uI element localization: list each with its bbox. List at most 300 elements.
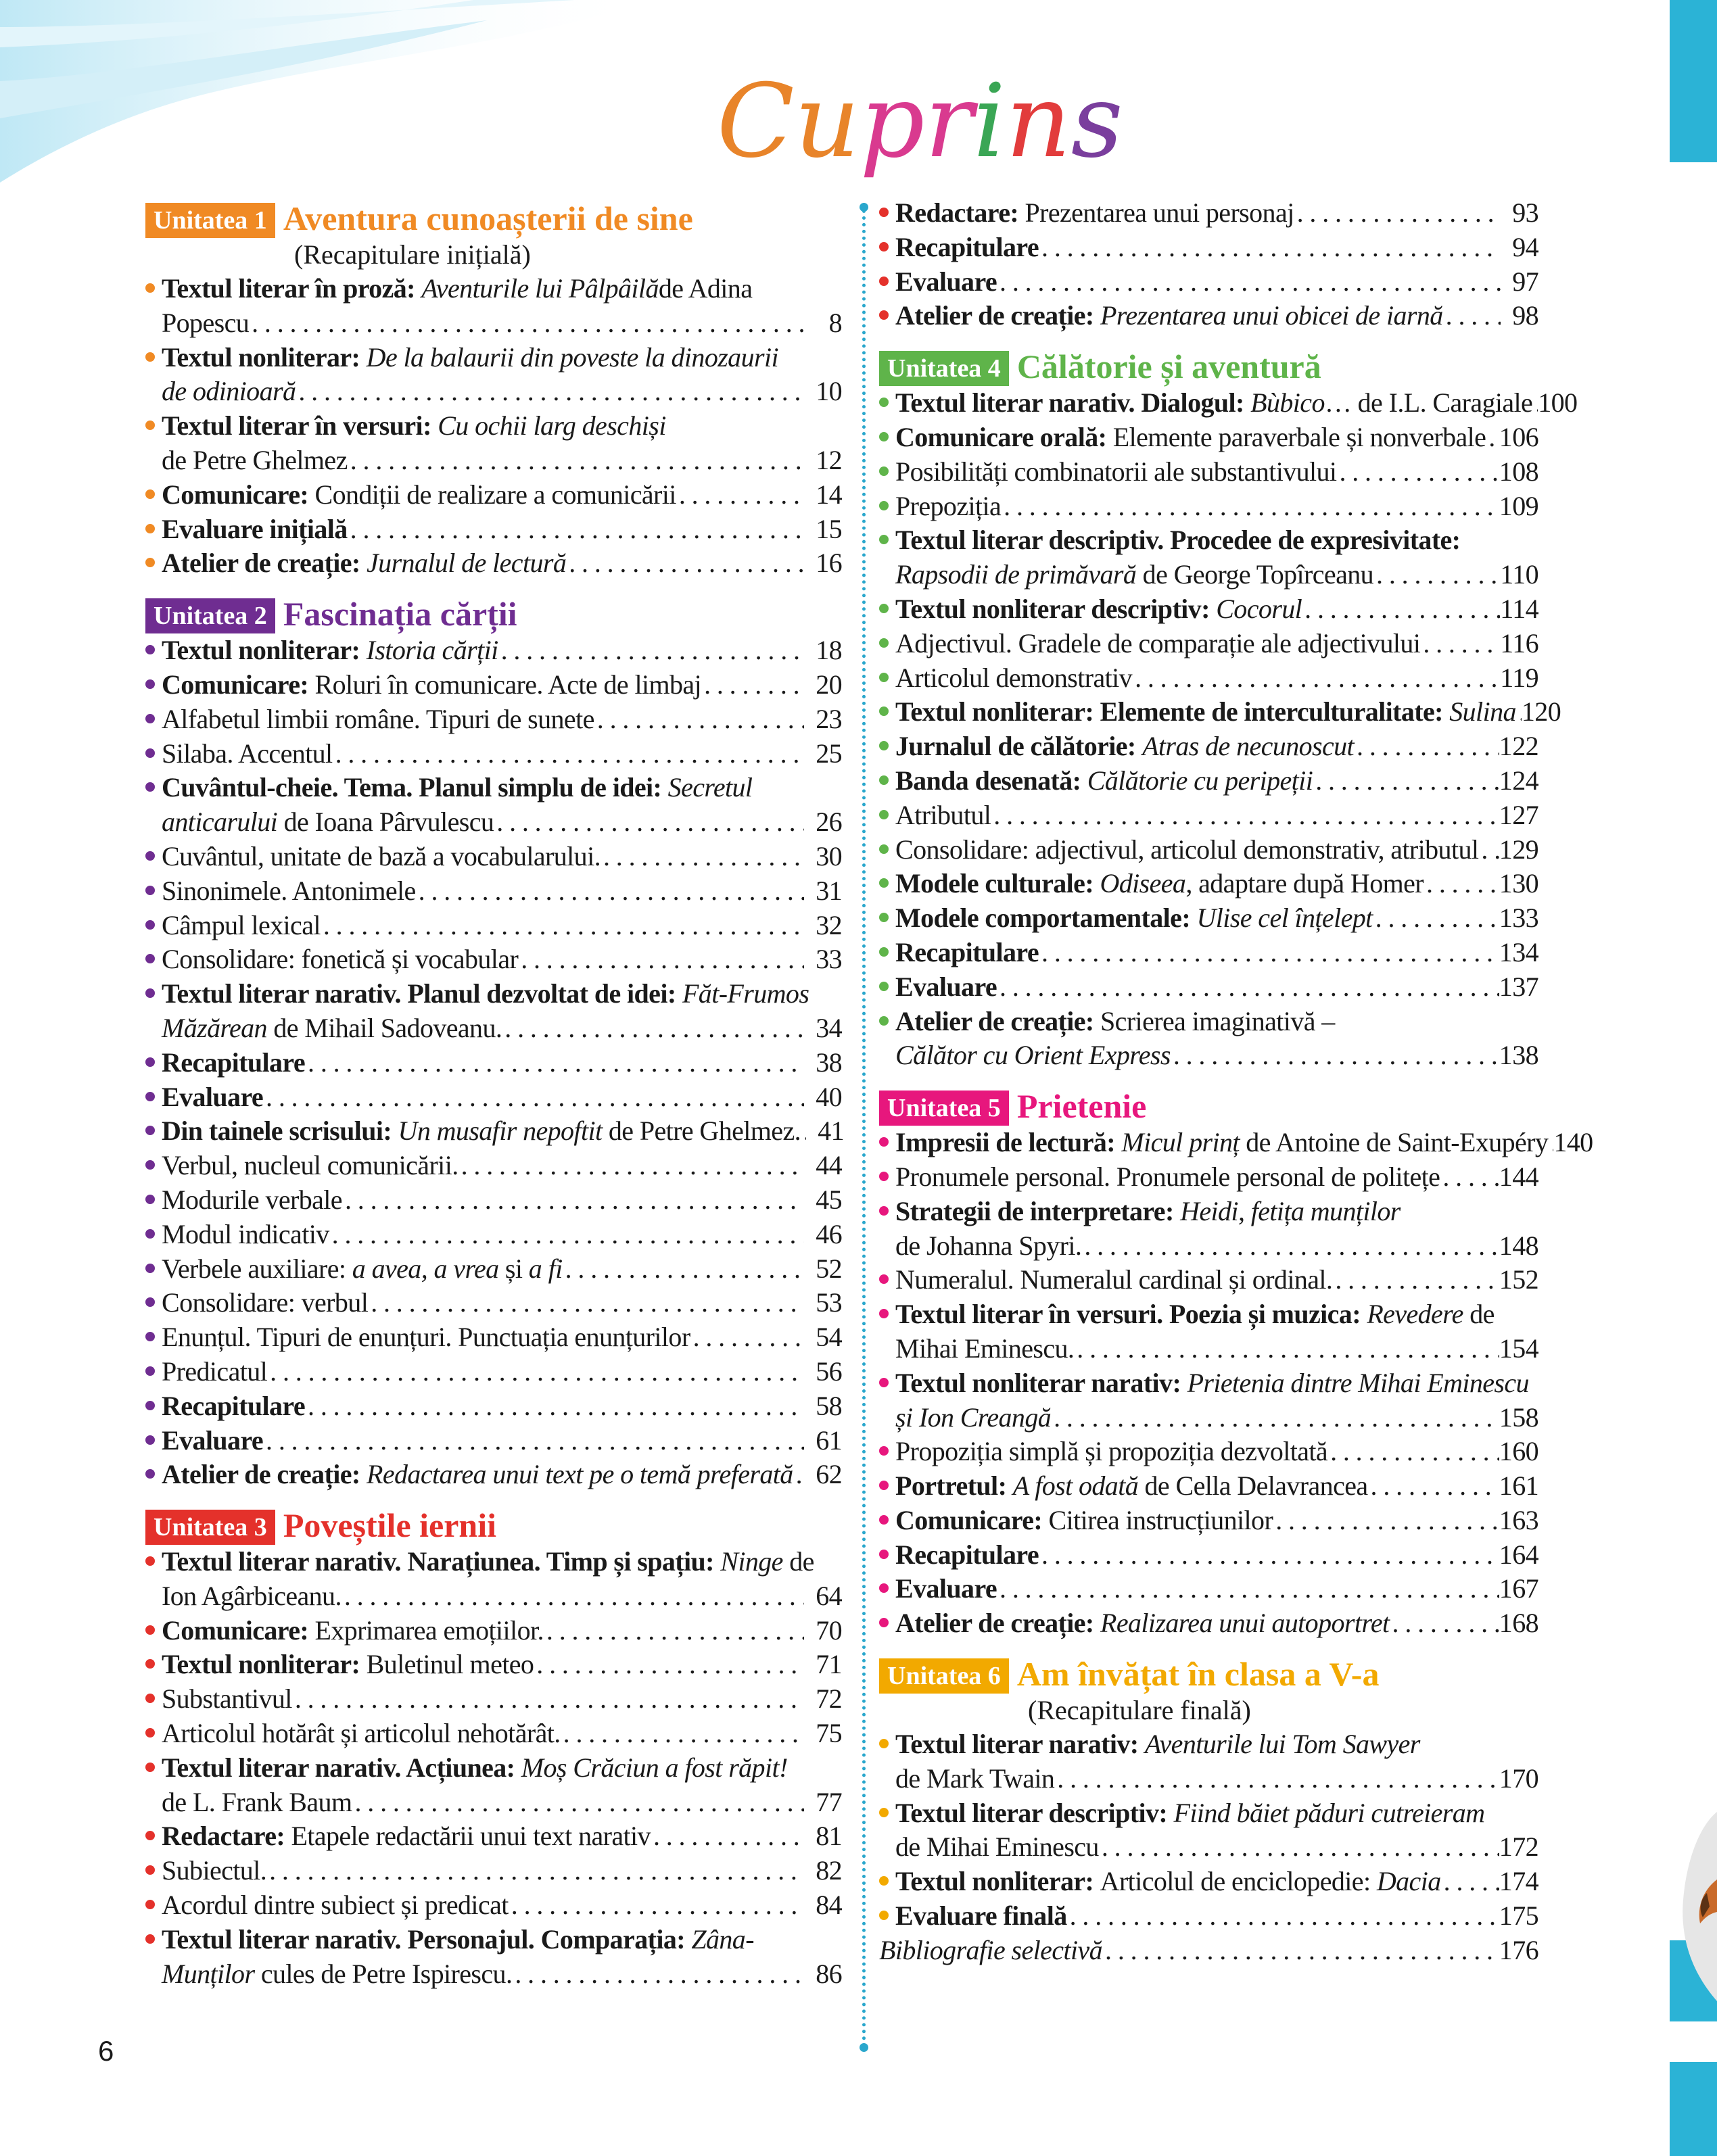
toc-entry[interactable]	[145, 1389, 842, 1424]
toc-entry-line	[895, 1727, 1538, 1762]
dot-leader	[509, 1888, 804, 1923]
toc-entry-text	[895, 489, 1001, 524]
toc-entry[interactable]	[879, 1469, 1538, 1504]
bullet-icon	[879, 1274, 889, 1284]
bullet-icon	[145, 1057, 155, 1067]
toc-entry-text	[162, 306, 249, 341]
toc-entry[interactable]	[879, 1796, 1538, 1865]
text-segment: Recapitulare	[895, 1539, 1039, 1570]
bullet-icon	[145, 1195, 155, 1204]
text-segment: Consolidare: adjectivul, articolul demonstrativ, atributul	[895, 834, 1479, 865]
toc-entry-line	[895, 1469, 1538, 1504]
dot-leader	[566, 546, 804, 581]
toc-entry[interactable]	[145, 1888, 842, 1923]
bullet-icon	[879, 1808, 889, 1817]
bullet-icon	[145, 1435, 155, 1445]
toc-entry-line	[895, 661, 1538, 696]
toc-entry-line	[162, 771, 842, 805]
text-segment: Rapsodii de primăvară	[895, 559, 1143, 590]
title-letter: s	[1071, 63, 1123, 181]
toc-entry-text	[162, 737, 333, 771]
toc-entry[interactable]	[879, 265, 1538, 300]
toc-entry-line	[895, 970, 1538, 1005]
toc-entry-text	[162, 1579, 342, 1614]
toc-entry[interactable]	[145, 272, 842, 341]
text-segment: de Adina	[658, 273, 753, 304]
text-segment: Textul nonliterar:	[895, 1866, 1100, 1897]
text-segment: de	[1469, 1299, 1495, 1330]
toc-entry-line	[895, 901, 1538, 936]
text-segment: Câmpul lexical	[162, 909, 321, 940]
toc-entry-line	[895, 1538, 1538, 1573]
toc-entry[interactable]	[145, 840, 842, 874]
toc-entry[interactable]	[879, 970, 1538, 1005]
bullet-icon	[879, 1172, 889, 1181]
page-ref: 172	[1499, 1831, 1538, 1863]
toc-entry[interactable]	[879, 936, 1538, 970]
dot-leader	[329, 1218, 804, 1252]
bullet-icon	[879, 1583, 889, 1593]
page-ref: 108	[1499, 456, 1538, 487]
toc-entry[interactable]	[145, 1545, 842, 1614]
toc-entry[interactable]	[879, 386, 1578, 421]
toc-entry-text	[879, 1934, 1102, 1968]
unit-heading	[879, 1652, 1538, 1694]
toc-entry[interactable]	[145, 1424, 842, 1458]
text-segment: anticarului	[162, 807, 284, 838]
text-segment: Munților	[162, 1958, 261, 1989]
text-segment: , adaptare după Homer	[1185, 868, 1424, 899]
toc-entry[interactable]	[879, 1572, 1538, 1606]
page-ref: 86	[816, 1958, 842, 1989]
toc-entry-text	[162, 444, 348, 478]
unit-heading	[879, 1084, 1538, 1126]
unit-badge: Unitatea 4	[879, 351, 1009, 386]
dot-leader	[1039, 1538, 1499, 1573]
dot-leader	[494, 805, 804, 840]
text-segment: Strategii de interpretare:	[895, 1195, 1181, 1226]
page-ref: 167	[1499, 1573, 1538, 1604]
toc-entry[interactable]	[145, 942, 842, 977]
text-segment: de L. Frank Baum	[162, 1786, 352, 1817]
toc-entry[interactable]	[145, 546, 842, 581]
toc-entry[interactable]	[145, 512, 842, 547]
page-ref: 168	[1499, 1608, 1538, 1639]
toc-entry[interactable]	[879, 695, 1561, 729]
text-segment: Comunicare:	[895, 1504, 1049, 1535]
divider-dot-top	[860, 203, 868, 212]
dot-leader	[1390, 1606, 1499, 1641]
bullet-icon	[879, 277, 889, 286]
toc-entry[interactable]	[879, 1934, 1538, 1968]
toc-entry-text	[895, 1297, 1495, 1332]
toc-entry[interactable]	[879, 764, 1538, 798]
toc-entry[interactable]	[879, 1366, 1538, 1435]
text-segment: de Mihai Eminescu	[895, 1831, 1099, 1863]
page-ref: 120	[1521, 696, 1561, 727]
bullet-icon	[879, 1446, 889, 1456]
toc-entry-line	[895, 1297, 1538, 1332]
text-segment: Mihai Eminescu.	[895, 1333, 1075, 1364]
bullet-icon	[145, 1297, 155, 1307]
toc-entry[interactable]	[145, 1854, 842, 1888]
toc-entry[interactable]	[145, 1923, 842, 1992]
toc-entry[interactable]	[145, 341, 842, 410]
toc-entry[interactable]	[879, 421, 1538, 455]
unit-title: Călătorie și aventură	[1016, 348, 1321, 386]
text-segment: Textul literar descriptiv. Procedee de expresivitate:	[895, 525, 1461, 556]
dot-leader	[502, 1011, 804, 1046]
toc-entry[interactable]	[145, 977, 842, 1046]
text-segment: Textul literar narativ. Narațiunea. Timp și spațiu:	[162, 1546, 721, 1577]
toc-entry[interactable]	[879, 455, 1538, 489]
toc-entry-text	[162, 1355, 267, 1389]
text-segment: Textul literar în proză:	[162, 273, 422, 304]
toc-entry-text	[895, 798, 991, 833]
text-segment: Elemente paraverbale și nonverbale	[1112, 421, 1486, 452]
page-ref: 140	[1553, 1127, 1593, 1158]
column-divider	[862, 203, 866, 2049]
page-ref: 52	[816, 1253, 842, 1284]
text-segment: Consolidare: fonetică și vocabular	[162, 944, 519, 975]
page-ref: 114	[1500, 593, 1538, 624]
toc-entry-line	[162, 409, 842, 444]
text-segment: Etapele redactării unui text narativ	[291, 1821, 651, 1852]
toc-entry-line	[162, 1786, 842, 1820]
toc-entry[interactable]	[145, 1183, 842, 1218]
toc-entry-line	[162, 702, 842, 737]
page-ref: 15	[816, 513, 842, 544]
dot-leader	[1102, 1934, 1499, 1968]
bullet-icon	[145, 886, 155, 895]
text-segment: de Antoine de Saint-Exupéry	[1246, 1127, 1549, 1158]
toc-entry-text	[895, 1796, 1484, 1831]
dot-leader	[1516, 695, 1522, 729]
page-ref: 62	[816, 1459, 842, 1490]
text-segment: Bùbico	[1250, 387, 1325, 418]
toc-entry-line	[895, 265, 1538, 300]
toc-entry-line	[162, 1888, 842, 1923]
text-segment: Un musafir nepoftit	[398, 1116, 609, 1147]
page-ref: 94	[1512, 231, 1538, 262]
toc-entry[interactable]	[879, 1005, 1538, 1074]
dot-leader	[1302, 592, 1500, 627]
page-ref: 64	[816, 1580, 842, 1611]
toc-entry-line	[162, 1183, 842, 1218]
dot-leader	[651, 1819, 804, 1854]
toc-entry[interactable]	[879, 1297, 1538, 1366]
toc-entry[interactable]	[145, 1355, 842, 1389]
toc-entry[interactable]	[145, 771, 842, 840]
bullet-icon	[879, 1481, 889, 1490]
dot-leader	[1294, 196, 1501, 231]
toc-entry[interactable]	[879, 196, 1538, 231]
text-segment: Heidi, fetița munților	[1180, 1195, 1401, 1226]
text-segment: și	[504, 1253, 529, 1284]
toc-entry[interactable]	[879, 1899, 1538, 1934]
page-ref: 81	[816, 1821, 842, 1852]
toc-entry[interactable]	[145, 874, 842, 909]
text-segment: Evaluare	[162, 1424, 264, 1456]
bullet-icon	[145, 1659, 155, 1669]
page-ref: 82	[816, 1855, 842, 1886]
toc-entry[interactable]	[145, 1458, 842, 1492]
toc-entry[interactable]	[145, 1320, 842, 1355]
bullet-icon	[879, 1876, 889, 1886]
dot-leader	[263, 1080, 804, 1115]
toc-entry-line	[895, 196, 1538, 231]
page-ref: 58	[816, 1390, 842, 1421]
title-letter: C	[717, 63, 795, 181]
toc-entry-text	[895, 265, 997, 300]
toc-entry-line	[895, 1572, 1538, 1606]
toc-entry[interactable]	[879, 592, 1538, 627]
page-ref: 122	[1499, 731, 1538, 762]
toc-entry[interactable]	[879, 1263, 1538, 1297]
page-ref: 70	[816, 1614, 842, 1646]
toc-entry[interactable]	[879, 1538, 1538, 1573]
toc-entry-text	[895, 1126, 1548, 1160]
text-segment: Modurile verbale	[162, 1184, 342, 1215]
toc-entry-line	[895, 798, 1538, 833]
toc-entry[interactable]	[879, 1126, 1593, 1160]
toc-entry[interactable]	[879, 1865, 1538, 1899]
toc-entry-text	[895, 386, 1532, 421]
dot-leader	[1332, 1263, 1499, 1297]
unit-badge: Unitatea 6	[879, 1658, 1009, 1694]
bullet-icon	[145, 679, 155, 689]
toc-entry-text	[895, 455, 1336, 489]
toc-entry-text	[895, 729, 1354, 764]
toc-entry-line	[895, 1038, 1538, 1073]
page-ref: 10	[816, 376, 842, 407]
page-ref: 163	[1499, 1504, 1538, 1535]
page-ref: 100	[1538, 387, 1578, 418]
text-segment: cules de Petre Ispirescu.	[260, 1958, 513, 1989]
text-segment: Silaba. Accentul	[162, 738, 333, 769]
toc-entry-line	[895, 592, 1538, 627]
page-ref: 134	[1499, 936, 1538, 967]
text-segment: Exprimarea emoțiilor.	[314, 1614, 544, 1646]
toc-entry-line	[895, 523, 1538, 558]
page-number: 6	[98, 2035, 114, 2067]
text-segment: De la balaurii din poveste la dinozaurii	[366, 341, 778, 373]
dot-leader	[305, 1389, 804, 1424]
page-ref: 137	[1499, 971, 1538, 1002]
toc-entry-line	[162, 1923, 842, 1957]
bullet-icon	[145, 645, 155, 654]
toc-entry[interactable]	[145, 1286, 842, 1320]
toc-entry[interactable]	[879, 1435, 1538, 1469]
bullet-icon	[145, 954, 155, 963]
toc-entry[interactable]	[145, 1149, 842, 1183]
toc-entry[interactable]	[879, 833, 1538, 867]
dot-leader	[1001, 489, 1499, 524]
toc-entry[interactable]	[879, 867, 1538, 901]
toc-entry-text	[162, 771, 752, 805]
toc-entry-text	[162, 702, 594, 737]
bullet-icon	[145, 1900, 155, 1909]
toc-entry[interactable]	[879, 489, 1538, 524]
toc-entry[interactable]	[145, 1114, 845, 1149]
toc-entry[interactable]	[145, 737, 842, 771]
dot-leader	[1081, 1229, 1499, 1264]
toc-entry[interactable]	[145, 668, 842, 702]
dot-leader	[1039, 936, 1499, 970]
toc-entry-line	[162, 1114, 845, 1149]
toc-entry-text	[895, 1263, 1332, 1297]
unit-heading	[879, 344, 1538, 386]
toc-entry[interactable]	[145, 1218, 842, 1252]
toc-entry[interactable]	[145, 1046, 842, 1080]
toc-entry-text	[162, 1923, 754, 1957]
toc-entry[interactable]	[145, 1717, 842, 1751]
text-segment: Textul literar narativ. Dialogul:	[895, 387, 1251, 418]
toc-entry-text	[162, 633, 498, 668]
text-segment: Sulina	[1449, 696, 1516, 727]
toc-entry-text	[895, 1865, 1441, 1899]
toc-entry-line	[895, 558, 1538, 592]
toc-entry-line	[162, 1614, 842, 1648]
toc-entry[interactable]	[145, 702, 842, 737]
toc-entry[interactable]	[879, 523, 1538, 592]
bullet-icon	[145, 558, 155, 567]
toc-entry[interactable]	[879, 798, 1538, 833]
dot-leader	[267, 1355, 804, 1389]
toc-entry[interactable]	[145, 1819, 842, 1854]
title-letter: n	[1006, 63, 1071, 181]
text-segment: de Ioana Pârvulescu	[283, 807, 494, 838]
toc-entry-line	[895, 1865, 1538, 1899]
toc-entry-text	[895, 1572, 997, 1606]
toc-entry[interactable]	[879, 299, 1538, 333]
toc-entry-text	[162, 1252, 563, 1287]
text-segment: Redactare:	[895, 197, 1025, 228]
text-segment: și Ion Creangă	[895, 1402, 1052, 1433]
page-ref: 56	[816, 1356, 842, 1387]
toc-entry[interactable]	[879, 661, 1538, 696]
dot-leader	[561, 1717, 804, 1751]
text-segment: Textul nonliterar:	[162, 341, 367, 373]
toc-entry-line	[895, 1435, 1538, 1469]
page-title	[717, 54, 1123, 189]
toc-entry-line	[895, 231, 1538, 265]
toc-entry[interactable]	[879, 1504, 1538, 1538]
text-segment: Recapitulare	[895, 231, 1039, 262]
toc-entry-text	[895, 1401, 1051, 1435]
unit-badge: Unitatea 1	[145, 203, 275, 238]
text-segment: Textul nonliterar: Elemente de interculturalitate:	[895, 696, 1450, 727]
toc-entry[interactable]	[879, 231, 1538, 265]
toc-entry[interactable]	[145, 1080, 842, 1115]
toc-entry[interactable]	[145, 478, 842, 512]
bullet-icon	[145, 1934, 155, 1944]
dot-leader	[1532, 386, 1538, 421]
toc-entry-line	[162, 478, 842, 512]
toc-entry-line	[895, 1762, 1538, 1796]
toc-entry[interactable]	[879, 1727, 1538, 1796]
text-segment: Redactare:	[162, 1821, 291, 1852]
bullet-icon	[879, 1309, 889, 1318]
text-segment: Articolul de enciclopedie:	[1100, 1866, 1377, 1897]
bullet-icon	[145, 352, 155, 362]
toc-entry[interactable]	[145, 633, 842, 668]
dot-leader	[1313, 764, 1499, 798]
toc-entry-line	[162, 1286, 842, 1320]
bullet-icon	[879, 432, 889, 441]
text-segment: Adjectivul. Gradele de comparație ale adjectivului	[895, 627, 1421, 658]
text-segment: Textul literar în versuri:	[162, 410, 438, 441]
dot-leader	[534, 1648, 804, 1682]
text-segment: Aventurile lui Tom Sawyer	[1144, 1729, 1420, 1760]
toc-entry[interactable]	[145, 1682, 842, 1717]
dot-leader	[544, 1614, 804, 1648]
toc-entry[interactable]	[145, 1648, 842, 1682]
toc-entry-text	[162, 1080, 263, 1115]
toc-entry[interactable]	[879, 901, 1538, 936]
toc-entry-line	[162, 272, 842, 306]
toc-entry[interactable]	[879, 729, 1538, 764]
page-ref: 124	[1499, 765, 1538, 796]
text-segment: Recapitulare	[895, 936, 1039, 967]
page-ref: 174	[1499, 1866, 1538, 1897]
toc-entry-line	[895, 627, 1538, 661]
bullet-icon	[145, 1160, 155, 1170]
text-segment: Condiții de realizare a comunicării	[314, 479, 676, 510]
text-segment: Textul literar narativ. Personajul. Comparația:	[162, 1923, 692, 1955]
toc-entry[interactable]	[879, 1606, 1538, 1641]
toc-entry-line	[895, 1229, 1538, 1264]
page-ref: 175	[1499, 1900, 1538, 1932]
toc-entry[interactable]	[145, 909, 842, 943]
toc-entry[interactable]	[145, 1614, 842, 1648]
toc-entry[interactable]	[145, 1252, 842, 1287]
text-segment: Popescu	[162, 307, 250, 338]
toc-entry[interactable]	[145, 1751, 842, 1820]
toc-entry-text	[895, 867, 1424, 901]
toc-entry-text	[895, 661, 1132, 696]
dot-leader	[1054, 1762, 1499, 1796]
toc-entry[interactable]	[879, 1195, 1538, 1264]
toc-entry-line	[162, 942, 842, 977]
page-ref: 30	[816, 840, 842, 871]
text-segment: de odinioară	[162, 376, 296, 407]
toc-entry-line	[162, 909, 842, 943]
toc-entry[interactable]	[879, 627, 1538, 661]
text-segment: Alfabetul limbii române. Tipuri de sunete	[162, 703, 594, 734]
text-segment: Subiectul.	[162, 1855, 267, 1886]
text-segment: de George Topîrceanu	[1142, 559, 1374, 590]
toc-entry-text	[162, 1648, 534, 1682]
toc-entry-text	[162, 874, 416, 909]
dot-leader	[263, 1424, 804, 1458]
text-segment: Bibliografie selectivă	[879, 1934, 1103, 1965]
bullet-icon	[879, 878, 889, 888]
toc-entry-text	[895, 196, 1294, 231]
toc-entry-text	[162, 546, 566, 581]
toc-entry-text	[895, 1538, 1039, 1573]
dot-leader	[1132, 661, 1500, 696]
text-segment: Scrierea imaginativă –	[1100, 1005, 1335, 1036]
page-ref: 33	[816, 944, 842, 975]
text-segment: a fi	[528, 1253, 563, 1284]
toc-entry-line	[162, 1957, 842, 1992]
toc-entry[interactable]	[145, 409, 842, 478]
bullet-icon	[879, 1911, 889, 1920]
toc-entry-line	[162, 668, 842, 702]
toc-entry[interactable]	[879, 1160, 1538, 1195]
title-letter: r	[924, 63, 974, 181]
